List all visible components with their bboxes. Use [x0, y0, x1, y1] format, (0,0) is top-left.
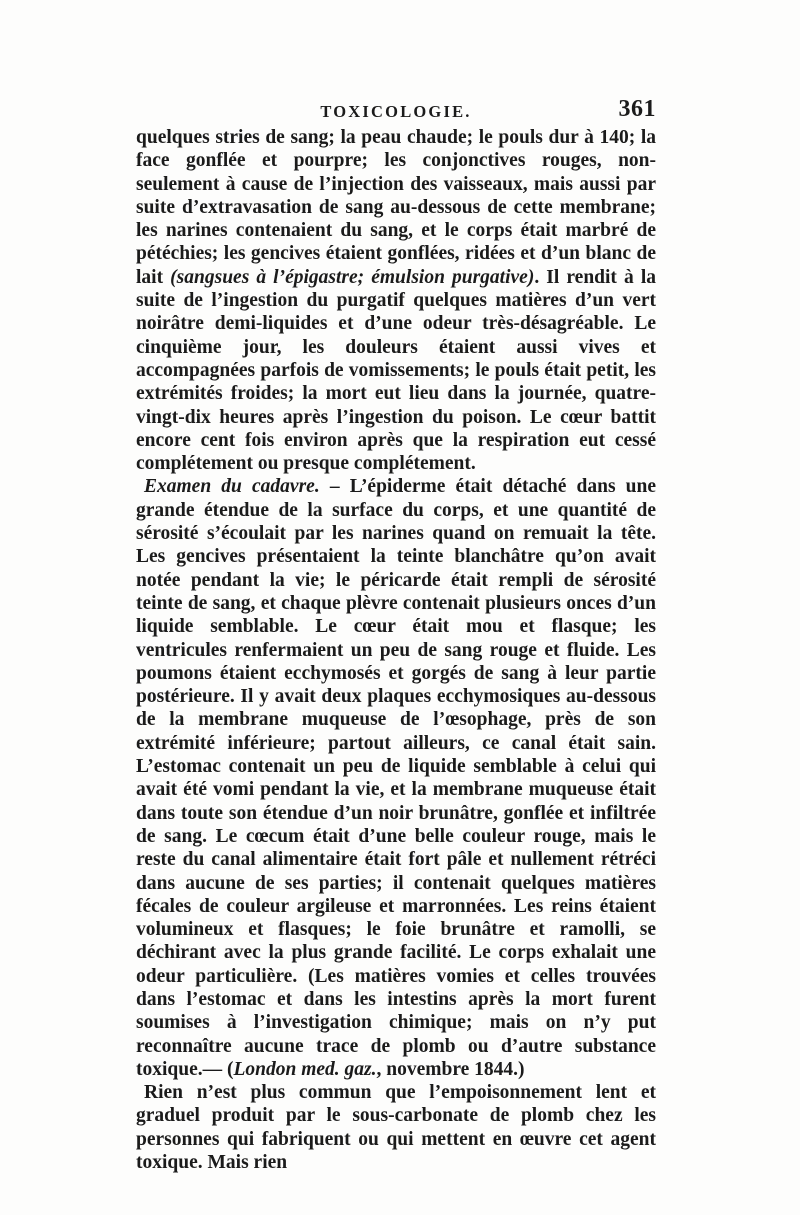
citation-italic: London med. gaz. — [233, 1058, 377, 1080]
paragraph-2 — [136, 475, 656, 1081]
paragraph-1 — [136, 126, 656, 475]
paragraph-3 — [136, 1081, 656, 1174]
text-segment: – L’épiderme était détaché dans une grande étendue de la surface du corps, et une quantité de sérosité s’écoulait par les narines quand on remuait la tête. Les gencives présentaient la teinte blanchâtre qu’on avait notée pendant la vie; le péricarde était rempli de sérosité teinte de sang, et chaque plèvre contenait plusieurs onces d’un liquide semblable. Le cœur était mou et flasque; les ventricules renfermaient un peu de sang rouge et fluide. Les poumons étaient ecchymosés et gorgés de sang à leur partie postérieure. Il y avait deux plaques ecchymosiques au-dessous de la membrane muqueuse de l’œsophage, près de son extrémité inférieure; partout ailleurs, ce canal était sain. L’estomac contenait un peu de liquide semblable à celui qui avait été vomi pendant la vie, et la membrane muqueuse était dans toute son étendue d’un noir brunâtre, gonflée et infiltrée de sang. Le cœcum était d’une belle couleur rouge, mais le reste du canal alimentaire était fort pâle et nullement rétréci dans aucune de ses parties; il contenait quelques matières fécales de couleur argileuse et marronnées. Les reins étaient volumineux et flasques; le foie brunâtre et ramolli, se déchirant avec la plus grande facilité. Le corps exhalait une odeur particulière. (Les matières vomies et celles trouvées dans l’estomac et dans les intestins après la mort furent soumises à l’investigation chimique; mais on n’y put reconnaître aucune trace de plomb ou d’autre substance toxique.— ( — [136, 476, 657, 1080]
body-text — [136, 126, 656, 1174]
page-header — [136, 98, 656, 126]
text-segment: quelques stries de sang; la peau chaude; le pouls dur à 140; la face gonflée et pourpre; les conjonctives rouges, non-seulement à cause de l’injection des vaisseaux, mais aussi par suite d’extravasation de sang au-dessous de cette membrane; les narines contenaient du sang, et le corps était marbré de pétéchies; les gencives étaient gonflées, ridées et d’un blanc de lait — [136, 127, 656, 288]
text-segment: . Il rendit à la suite de l’ingestion du purgatif quelques matières d’un vert noirâtre demi-liquides et d’une odeur très-désagréable. Le cinquième jour, les douleurs étaient aussi vives et accompagnées parfois de vomissements; le pouls était petit, les extrémités froides; la mort eut lieu dans la journée, quatre-vingt-dix heures après l’ingestion du poison. Le cœur battit encore cent fois environ après que la respiration eut cessé complétement ou presque complétement. — [136, 266, 656, 475]
italic-text-segment: (sangsues à l’épigastre; émulsion purgative) — [170, 266, 535, 288]
running-title: TOXICOLOGIE. — [320, 102, 472, 121]
page-number: 361 — [618, 96, 656, 122]
text-segment: , novembre 1844.) — [376, 1058, 525, 1080]
section-heading-italic: Examen du cadavre. — [144, 476, 320, 498]
text-segment: Rien n’est plus commun que l’empoisonnement lent et graduel produit par le sous-carbonate de plomb chez les personnes qui fabriquent ou qui mettent en œuvre cet agent toxique. Mais rien — [136, 1082, 656, 1174]
